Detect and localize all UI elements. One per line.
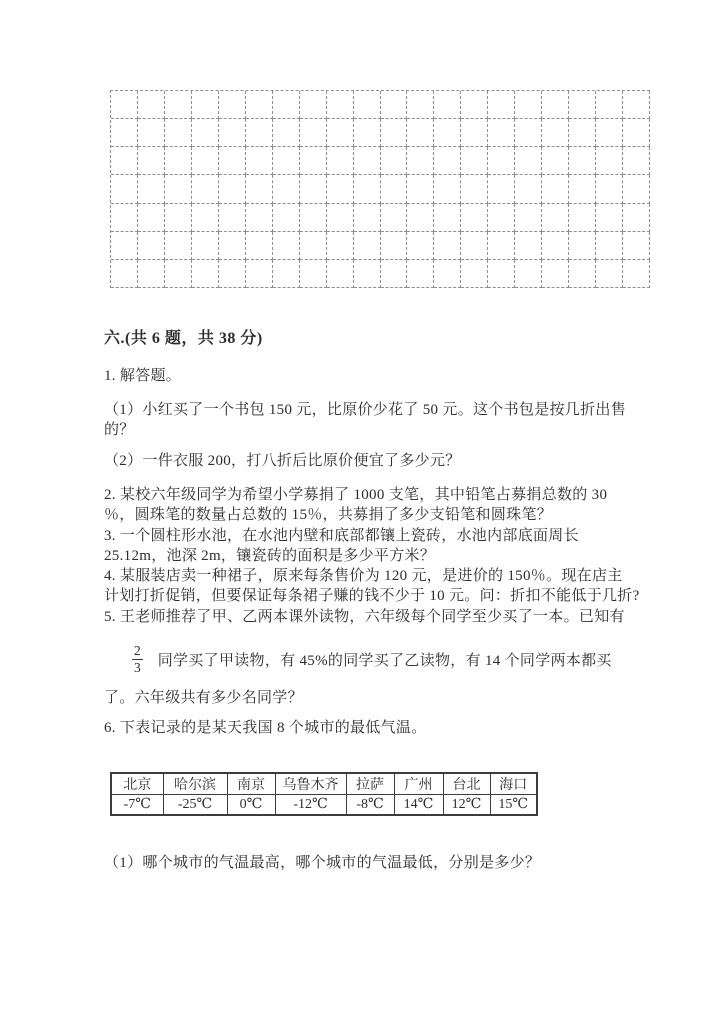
grid-cell: [246, 119, 273, 147]
grid-cell: [219, 91, 246, 119]
grid-cell: [165, 175, 192, 203]
grid-cell: [488, 175, 515, 203]
city-header-cell: 南京: [227, 773, 275, 795]
grid-cell: [246, 147, 273, 175]
grid-cell: [165, 232, 192, 260]
grid-cell: [327, 260, 354, 288]
grid-cell: [623, 204, 650, 232]
grid-cell: [273, 119, 300, 147]
grid-cell: [515, 260, 542, 288]
grid-cell: [488, 91, 515, 119]
grid-cell: [515, 119, 542, 147]
grid-cell: [273, 91, 300, 119]
grid-cell: [542, 119, 569, 147]
grid-cell: [623, 175, 650, 203]
city-header-cell: 拉萨: [346, 773, 394, 795]
grid-cell: [192, 260, 219, 288]
grid-cell: [327, 204, 354, 232]
grid-cell: [300, 91, 327, 119]
grid-cell: [138, 147, 165, 175]
city-header-cell: 乌鲁木齐: [275, 773, 346, 795]
grid-cell: [623, 232, 650, 260]
grid-cell: [111, 91, 138, 119]
grid-cell: [381, 175, 408, 203]
q2-line1: 2. 某校六年级同学为希望小学募捐了 1000 支笔，其中铅笔占募捐总数的 30: [104, 487, 608, 503]
grid-cell: [407, 91, 434, 119]
grid-cell: [111, 232, 138, 260]
grid-cell: [192, 119, 219, 147]
grid-cell: [111, 119, 138, 147]
q1-part1: [104, 400, 626, 441]
grid-cell: [569, 232, 596, 260]
grid-cell: [434, 260, 461, 288]
grid-cell: [407, 119, 434, 147]
grid-cell: [461, 232, 488, 260]
grid-cell: [327, 91, 354, 119]
grid-cell: [165, 91, 192, 119]
grid-cell: [381, 147, 408, 175]
grid-cell: [488, 147, 515, 175]
grid-cell: [407, 175, 434, 203]
grid-cell: [596, 119, 623, 147]
grid-cell: [542, 175, 569, 203]
grid-cell: [623, 119, 650, 147]
grid-cell: [219, 175, 246, 203]
grid-cell: [542, 204, 569, 232]
grid-cell: [219, 260, 246, 288]
grid-cell: [165, 119, 192, 147]
temperature-cell: -12℃: [275, 795, 346, 816]
grid-cell: [488, 204, 515, 232]
grid-cell: [461, 119, 488, 147]
grid-cell: [273, 147, 300, 175]
grid-cell: [273, 260, 300, 288]
grid-cell: [219, 204, 246, 232]
grid-cell: [569, 119, 596, 147]
temperature-cell: 12℃: [443, 795, 490, 816]
grid-cell: [111, 175, 138, 203]
grid-cell: [515, 175, 542, 203]
grid-cell: [273, 204, 300, 232]
grid-cell: [596, 204, 623, 232]
grid-cell: [327, 175, 354, 203]
grid-cell: [300, 175, 327, 203]
grid-cell: [542, 147, 569, 175]
grid-cell: [569, 204, 596, 232]
grid-cell: [596, 147, 623, 175]
grid-cell: [354, 91, 381, 119]
city-header-cell: 台北: [443, 773, 490, 795]
grid-cell: [300, 260, 327, 288]
grid-cell: [192, 91, 219, 119]
grid-cell: [434, 91, 461, 119]
grid-cell: [165, 260, 192, 288]
grid-cell: [434, 175, 461, 203]
grid-cell: [407, 260, 434, 288]
grid-cell: [596, 260, 623, 288]
grid-cell: [354, 119, 381, 147]
city-header-cell: 海口: [490, 773, 537, 795]
grid-cell: [515, 232, 542, 260]
section-heading: 六.(共 6 题，共 38 分): [104, 330, 263, 347]
grid-cell: [623, 91, 650, 119]
q6-intro: 6. 下表记录的是某天我国 8 个城市的最低气温。: [104, 720, 427, 736]
grid-cell: [327, 119, 354, 147]
temperature-cell: 14℃: [394, 795, 443, 816]
city-header-cell: 哈尔滨: [163, 773, 227, 795]
grid-cell: [273, 175, 300, 203]
city-header-cell: 北京: [111, 773, 163, 795]
grid-cell: [381, 119, 408, 147]
grid-cell: [300, 232, 327, 260]
temperature-cell: -25℃: [163, 795, 227, 816]
grid-cell: [461, 91, 488, 119]
q2-line2: ％，圆珠笔的数量占总数的 15％，共募捐了多少支铅笔和圆珠笔？: [104, 507, 553, 524]
grid-cell: [300, 204, 327, 232]
grid-cell: [111, 260, 138, 288]
q5-closing-line: 了。六年级共有多少名同学？: [104, 690, 303, 706]
grid-cell: [138, 232, 165, 260]
grid-cell: [381, 91, 408, 119]
q1-part1-line2: 的？: [104, 422, 135, 439]
grid-cell: [407, 147, 434, 175]
city-header-cell: 广州: [394, 773, 443, 795]
grid-cell: [219, 119, 246, 147]
grid-cell: [434, 147, 461, 175]
q5-line1: 5. 王老师推荐了甲、乙两本课外读物，六年级每个同学至少买了一本。已知有: [104, 608, 625, 625]
q4-line2: 计划打折促销，但要保证每条裙子赚的钱不少于 10 元。问：折扣不能低于几折?: [104, 588, 640, 605]
grid-cell: [515, 91, 542, 119]
grid-cell: [111, 204, 138, 232]
grid-cell: [246, 260, 273, 288]
grid-cell: [515, 204, 542, 232]
temperature-cell: 0℃: [227, 795, 275, 816]
grid-cell: [596, 175, 623, 203]
grid-cell: [461, 147, 488, 175]
grid-cell: [165, 147, 192, 175]
grid-cell: [434, 204, 461, 232]
temperature-cell: 15℃: [490, 795, 537, 816]
grid-cell: [354, 175, 381, 203]
grid-cell: [300, 119, 327, 147]
grid-cell: [327, 147, 354, 175]
grid-cell: [488, 232, 515, 260]
grid-cell: [542, 91, 569, 119]
grid-cell: [354, 147, 381, 175]
q3-line2: 25.12m，池深 2m，镶瓷砖的面积是多少平方米？: [104, 547, 436, 564]
grid-cell: [246, 232, 273, 260]
grid-cell: [219, 147, 246, 175]
q4-line1: 4. 某服装店卖一种裙子，原来每条售价为 120 元，是进价的 150％。现在店主: [104, 568, 623, 585]
grid-cell: [192, 204, 219, 232]
q3-line1: 3. 一个圆柱形水池，在水池内壁和底部都镶上瓷砖，水池内部底面周长: [104, 527, 579, 544]
q6-sub1: （1）哪个城市的气温最高，哪个城市的气温最低，分别是多少？: [104, 855, 541, 871]
grid-cell: [569, 260, 596, 288]
temperature-table: [110, 772, 538, 816]
grid-cell: [381, 260, 408, 288]
q1-label: 1. 解答题。: [104, 368, 182, 384]
grid-cell: [596, 232, 623, 260]
grid-cell: [542, 232, 569, 260]
grid-cell: [165, 204, 192, 232]
grid-cell: [246, 204, 273, 232]
grid-cell: [219, 232, 246, 260]
fraction-denominator: 3: [134, 659, 141, 675]
grid-cell: [300, 147, 327, 175]
grid-cell: [381, 232, 408, 260]
grid-cell: [407, 204, 434, 232]
grid-cell: [273, 232, 300, 260]
grid-cell: [192, 147, 219, 175]
grid-cell: [407, 232, 434, 260]
grid-cell: [461, 175, 488, 203]
grid-cell: [623, 147, 650, 175]
q5-fraction-line: [103, 639, 612, 679]
temperature-row: [111, 795, 537, 816]
grid-cell: [138, 204, 165, 232]
grid-cell: [569, 175, 596, 203]
grid-cell: [569, 147, 596, 175]
grid-cell: [515, 147, 542, 175]
q5-line2: 同学买了甲读物，有 45%的同学买了乙读物，有 14 个同学两本都买: [157, 652, 612, 669]
grid-cell: [111, 147, 138, 175]
grid-cell: [461, 260, 488, 288]
grid-cell: [569, 91, 596, 119]
grid-cell: [192, 175, 219, 203]
answer-grid: [110, 90, 650, 288]
grid-cell: [488, 260, 515, 288]
q1-part1-line1: （1）小红买了一个书包 150 元，比原价少花了 50 元。这个书包是按几折出售: [104, 402, 627, 418]
grid-cell: [327, 232, 354, 260]
grid-cell: [434, 119, 461, 147]
grid-cell: [354, 260, 381, 288]
grid-cell: [434, 232, 461, 260]
grid-cell: [246, 91, 273, 119]
grid-cell: [138, 119, 165, 147]
grid-cell: [623, 260, 650, 288]
grid-cell: [138, 91, 165, 119]
temperature-cell: -7℃: [111, 795, 163, 816]
questions-2-to-5: [104, 485, 640, 627]
grid-cell: [246, 175, 273, 203]
grid-cell: [461, 204, 488, 232]
grid-cell: [138, 260, 165, 288]
fraction-two-thirds: [132, 643, 143, 675]
grid-cell: [542, 260, 569, 288]
grid-cell: [381, 204, 408, 232]
city-header-row: [111, 773, 537, 795]
grid-cell: [488, 119, 515, 147]
grid-cell: [596, 91, 623, 119]
fraction-numerator: 2: [134, 642, 141, 658]
q1-part2: （2）一件衣服 200，打八折后比原价便宜了多少元？: [104, 453, 461, 469]
grid-cell: [354, 204, 381, 232]
temperature-cell: -8℃: [346, 795, 394, 816]
grid-cell: [138, 175, 165, 203]
grid-cell: [192, 232, 219, 260]
grid-cell: [354, 232, 381, 260]
